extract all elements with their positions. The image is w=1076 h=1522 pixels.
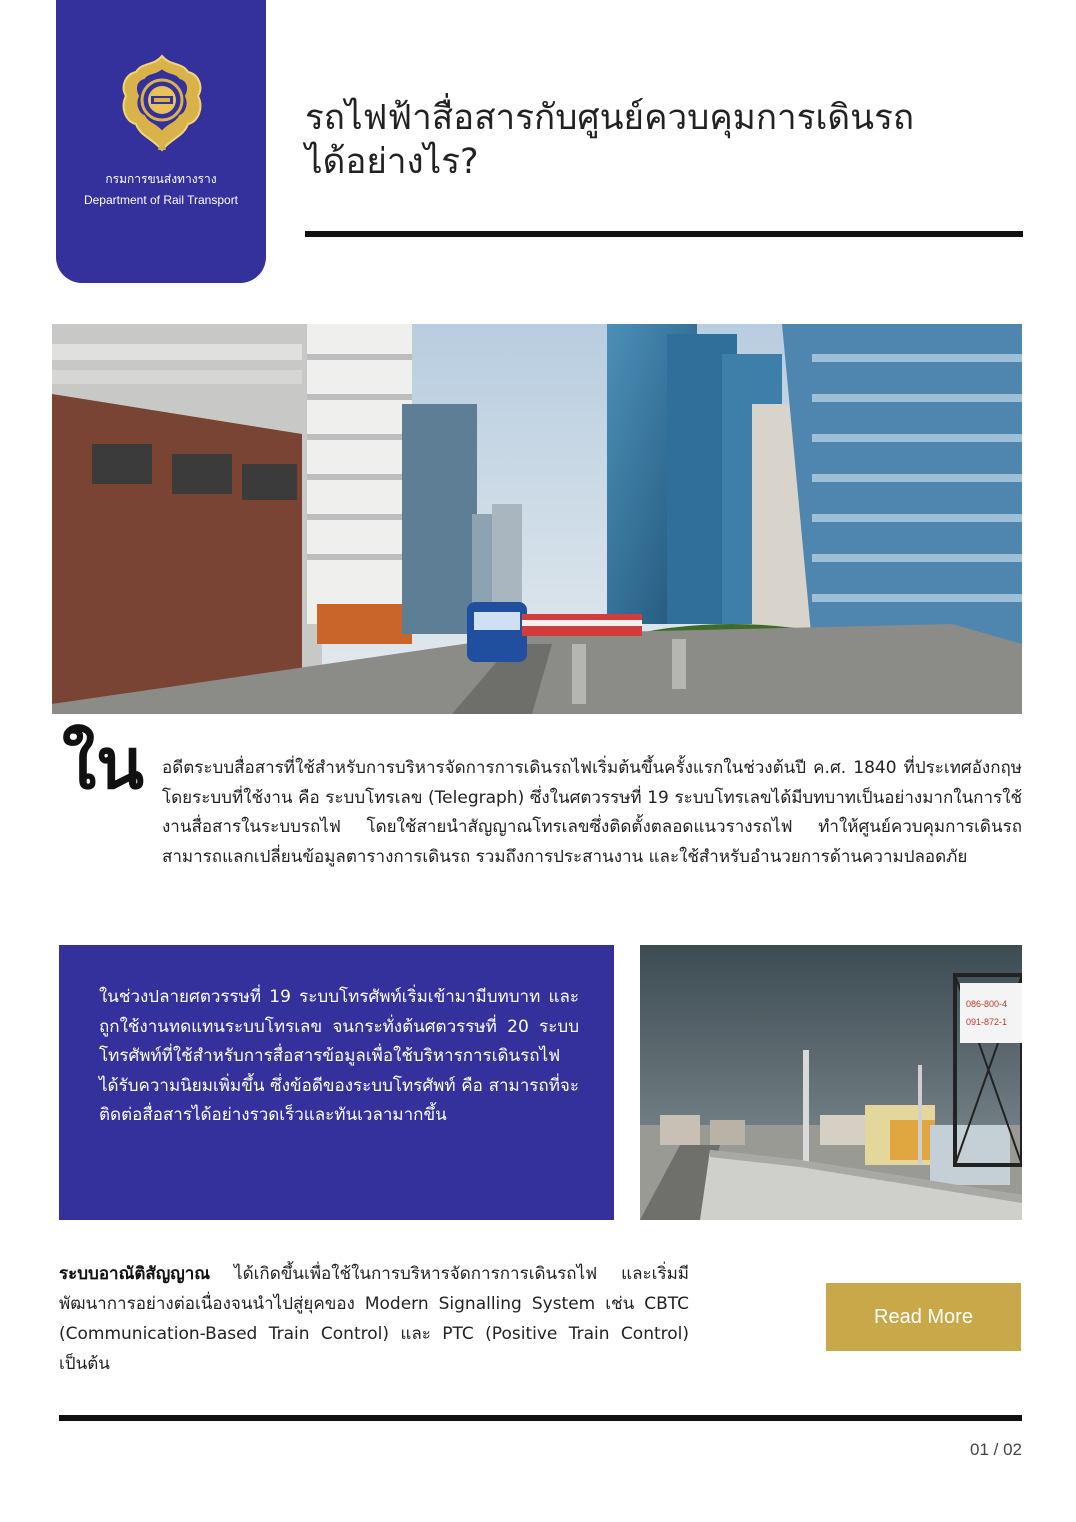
org-name-thai: กรมการขนส่งทางราง	[105, 172, 217, 186]
page-title	[305, 96, 1025, 184]
footer-divider	[59, 1415, 1022, 1421]
signalling-description: ได้เกิดขึ้นเพื่อใช้ในการบริหารจัดการการเดินรถไฟ และเริ่มมีพัฒนาการอย่างต่อเนื่องจนนำไปสู่ยุคของ Modern Signalling System เช่น CBTC (Communication-Based Train Control) และ PTC (Positive Train Control) เป็นต้น	[59, 1264, 689, 1374]
billboard-phone-1: 086-800-4	[966, 999, 1008, 1009]
elevated-track-photo	[640, 945, 1022, 1220]
signalling-paragraph	[59, 1259, 689, 1379]
intro-paragraph: อดีตระบบสื่อสารที่ใช้สำหรับการบริหารจัดการการเดินรถไฟเริ่มต้นขึ้นครั้งแรกในช่วงต้นปี ค.ศ. 1840 ที่ประเทศอังกฤษ โดยระบบที่ใช้งาน คือ ระบบโทรเลข (Telegraph) ซึ่งในศตวรรษที่ 19 ระบบโทรเลขได้มีบทบาทเป็นอย่างมากในการใช้งานสื่อสารในระบบรถไฟ โดยใช้สายนำสัญญาณโทรเลขซึ่งติดตั้งตลอดแนวรางรถไฟ ทำให้ศูนย์ควบคุมการเดินรถสามารถแลกเปลี่ยนข้อมูลตารางการเดินรถ รวมถึงการประสานงาน และใช้สำหรับอำนวยการด้านความปลอดภัย	[162, 758, 1022, 867]
department-seal-icon	[118, 52, 206, 156]
org-name-english: Department of Rail Transport	[83, 193, 239, 207]
title-divider	[305, 231, 1023, 237]
telephone-history-text: ในช่วงปลายศตวรรษที่ 19 ระบบโทรศัพท์เริ่มเข้ามามีบทบาท และถูกใช้งานทดแทนระบบโทรเลข จนกระทั่งต้นศตวรรษที่ 20 ระบบโทรศัพท์ที่ใช้สำหรับการสื่อสารข้อมูลเพื่อใช้บริหารการเดินรถไฟได้รับความนิยมเพิ่มขึ้น ซึ่งข้อดีของระบบโทรศัพท์ คือ สามารถที่จะติดต่อสื่อสารได้อย่างรวดเร็วและทันเวลามากขึ้น	[99, 987, 579, 1125]
title-line-2: ได้อย่างไร?	[305, 142, 479, 182]
hero-skytrain-photo	[52, 324, 1022, 714]
billboard-phone-2: 091-872-1	[966, 1017, 1008, 1027]
page-number: 01 / 02	[970, 1440, 1022, 1459]
read-more-button[interactable]: Read More	[826, 1283, 1021, 1351]
drop-cap: ใน	[62, 723, 145, 805]
signalling-term: ระบบอาณัติสัญญาณ	[59, 1264, 211, 1284]
title-line-1: รถไฟฟ้าสื่อสารกับศูนย์ควบคุมการเดินรถ	[305, 98, 915, 138]
logo-tab	[56, 0, 266, 283]
telephone-history-box	[59, 945, 614, 1220]
